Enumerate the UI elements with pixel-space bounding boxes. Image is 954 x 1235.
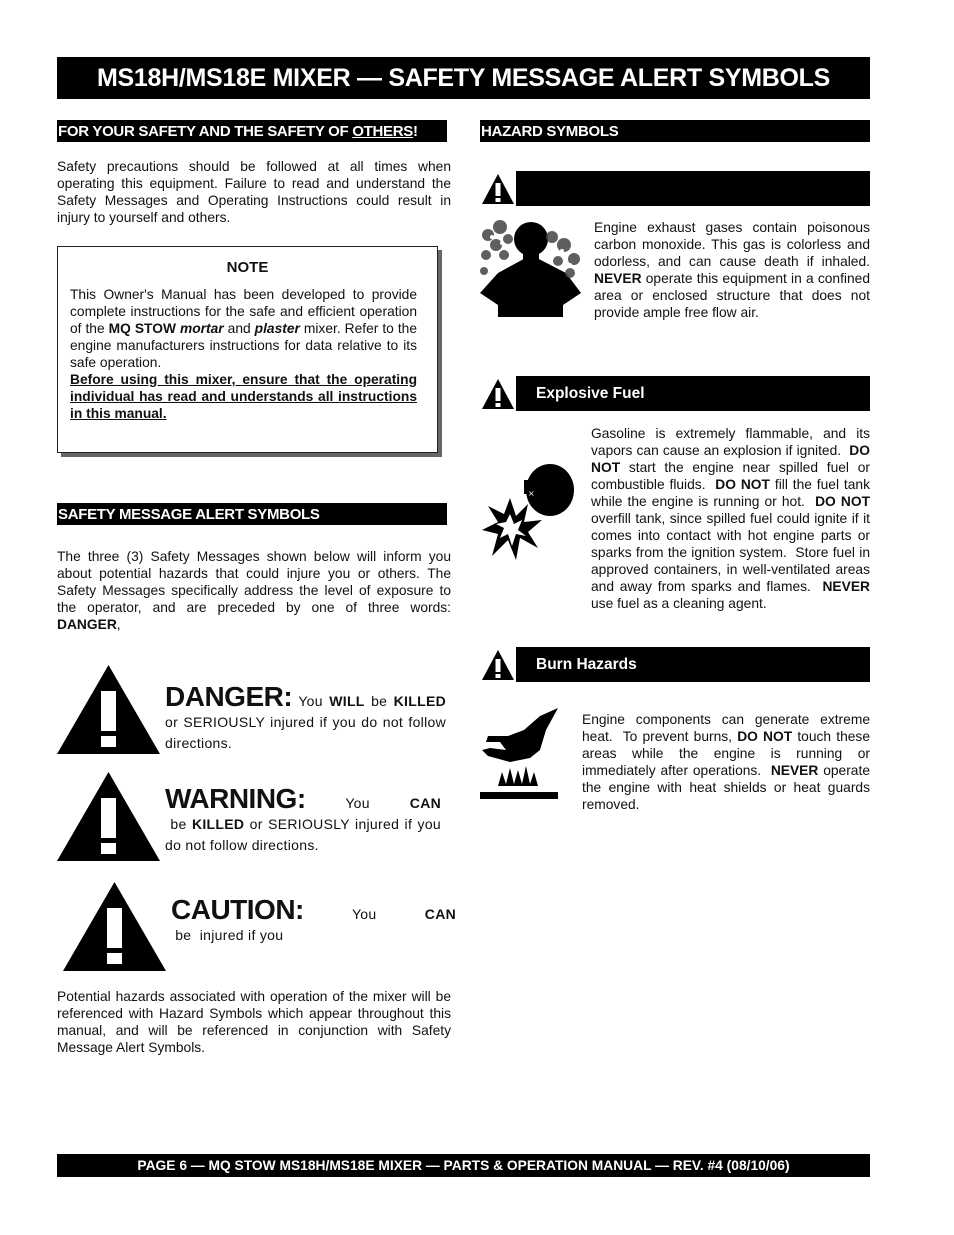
warning-triangle-icon (57, 772, 160, 861)
note-warning: Before using this mixer, ensure that the operating individual has read and understands all instructions in this manual. (70, 372, 417, 421)
alert-para-end: , (116, 617, 121, 632)
note-body (70, 286, 417, 422)
note-mortar: mortar (179, 321, 224, 336)
alert-triangle-icon (480, 171, 516, 206)
danger-triangle-icon (57, 665, 160, 754)
safety-paragraph: Safety precautions should be followed at all times when operating this equipment. Failure to read and understand the Safety Messages and Operating Instructions could result in injury to yourself and others. (57, 159, 451, 225)
burn-hazards-bar (480, 647, 870, 682)
safety-heading-prefix: FOR YOUR SAFETY AND THE SAFETY OF (58, 122, 353, 140)
hazard-symbols-heading: HAZARD SYMBOLS (480, 120, 870, 142)
fuel-text-5: use fuel as a cleaning agent. (591, 596, 767, 611)
page-title: MS18H/MS18E MIXER — SAFETY MESSAGE ALERT SYMBOLS (57, 57, 870, 99)
fuel-text-2: start the engine near spilled fuel or combustible fluids. (591, 460, 874, 492)
warning-can: CAN (409, 795, 442, 811)
safety-heading-suffix: ! (413, 122, 418, 140)
exhaust-text-2: operate this equipment in a confined area or enclosed structure that does not provide ample free flow air. (594, 271, 870, 320)
fuel-text-1: Gasoline is extremely flammable, and its vapors can cause an explosion if ignited. (591, 426, 874, 458)
toxic-gas-icon (478, 215, 581, 317)
danger-will: WILL (329, 693, 365, 709)
fuel-text-3: fill the fuel tank while the engine is running or hot. (591, 477, 874, 509)
fuel-do-not-1: DO NOT (591, 443, 870, 475)
alert-heading: SAFETY MESSAGE ALERT SYMBOLS (57, 503, 447, 525)
burn-do-not: DO NOT (737, 729, 793, 744)
caution-rest: be injured if you (171, 927, 284, 943)
caution-message (171, 894, 457, 946)
warning-killed: KILLED (191, 816, 245, 832)
caution-you: You (351, 906, 425, 922)
danger-killed: KILLED (393, 693, 446, 709)
alert-triangle-icon (480, 647, 516, 682)
fuel-text-4: overfill tank, since spilled fuel could ignite if it comes into contact with hot engine parts or sparks from the ignition system. Store fuel in approved containers, in well-ventilated areas and away from sparks and flames. (591, 494, 874, 594)
alert-para-text: The three (3) Safety Messages shown below will inform you about potential hazards that could injure you or others. The Safety Messages specifically address the level of exposure to the operator, and are preceded by one of three words: (57, 549, 451, 615)
note-text-1: This Owner's Manual has been developed to provide complete instructions for the safe and efficient operation of the (70, 287, 417, 336)
danger-be: be (364, 693, 394, 709)
exhaust-never: NEVER (594, 271, 642, 286)
alert-para-danger: DANGER (57, 617, 117, 632)
burn-hazards-label: Burn Hazards (536, 655, 637, 673)
svg-text:×: × (528, 489, 535, 498)
burn-text-2: touch these areas while the engine is running or immediately after operations. (582, 729, 874, 778)
caution-triangle-icon (63, 882, 166, 971)
danger-you: You (298, 693, 330, 709)
page-footer: PAGE 6 — MQ STOW MS18H/MS18E MIXER — PARTS & OPERATION MANUAL — REV. #4 (08/10/06) (57, 1154, 870, 1177)
danger-rest: or SERIOUSLY injured if you do not follow directions. (165, 714, 446, 751)
warning-message (165, 783, 442, 856)
alert-paragraph (57, 548, 451, 633)
fuel-never: NEVER (822, 579, 870, 594)
danger-message (165, 681, 446, 754)
warning-word: WARNING: (165, 783, 306, 814)
alert-triangle-icon (480, 376, 516, 411)
note-text-2: mixer. Refer to the engine manufacturers instructions for data relative to its safe operation. (70, 321, 417, 370)
warning-rest: or SERIOUSLY injured if you do not follow directions. (165, 816, 441, 853)
explosive-fuel-label: Explosive Fuel (536, 384, 645, 402)
caution-can: CAN (424, 906, 457, 922)
safety-heading-others: OTHERS (352, 122, 413, 140)
note-title: NOTE (226, 259, 269, 276)
warning-you: You (345, 795, 410, 811)
exhaust-text-1: Engine exhaust gases contain poisonous carbon monoxide. This gas is colorless and odorless, and can cause death if inhaled. (594, 220, 870, 269)
exhaust-hazard-bar (480, 171, 870, 206)
explosive-fuel-bar (480, 376, 870, 411)
burn-text-3: operate the engine with heat shields or heat guards removed. (582, 763, 870, 812)
explosion-icon (480, 458, 575, 564)
explosive-fuel-text (591, 425, 874, 612)
danger-word: DANGER: (165, 681, 293, 712)
burn-never: NEVER (770, 763, 819, 778)
burn-text-1: Engine components can generate extreme heat. To prevent burns, (582, 712, 874, 744)
burn-hazards-text (582, 711, 874, 813)
note-box (57, 246, 438, 453)
note-mq-stow: MQ STOW (108, 321, 176, 336)
note-plaster: plaster (254, 321, 300, 336)
exhaust-text (594, 219, 870, 321)
warning-be: be (165, 816, 192, 832)
hot-surface-hand-icon (480, 706, 560, 800)
hazard-paragraph: Potential hazards associated with operation of the mixer will be referenced with Hazard Symbols which appear throughout this manual, and will be referenced in conjunction with Safety Message Alert Symbols. (57, 989, 451, 1055)
fuel-do-not-3: DO NOT (815, 494, 870, 509)
note-and: and (223, 321, 255, 336)
fuel-do-not-2: DO NOT (715, 477, 770, 492)
safety-heading (57, 120, 447, 142)
caution-word: CAUTION: (171, 894, 304, 925)
